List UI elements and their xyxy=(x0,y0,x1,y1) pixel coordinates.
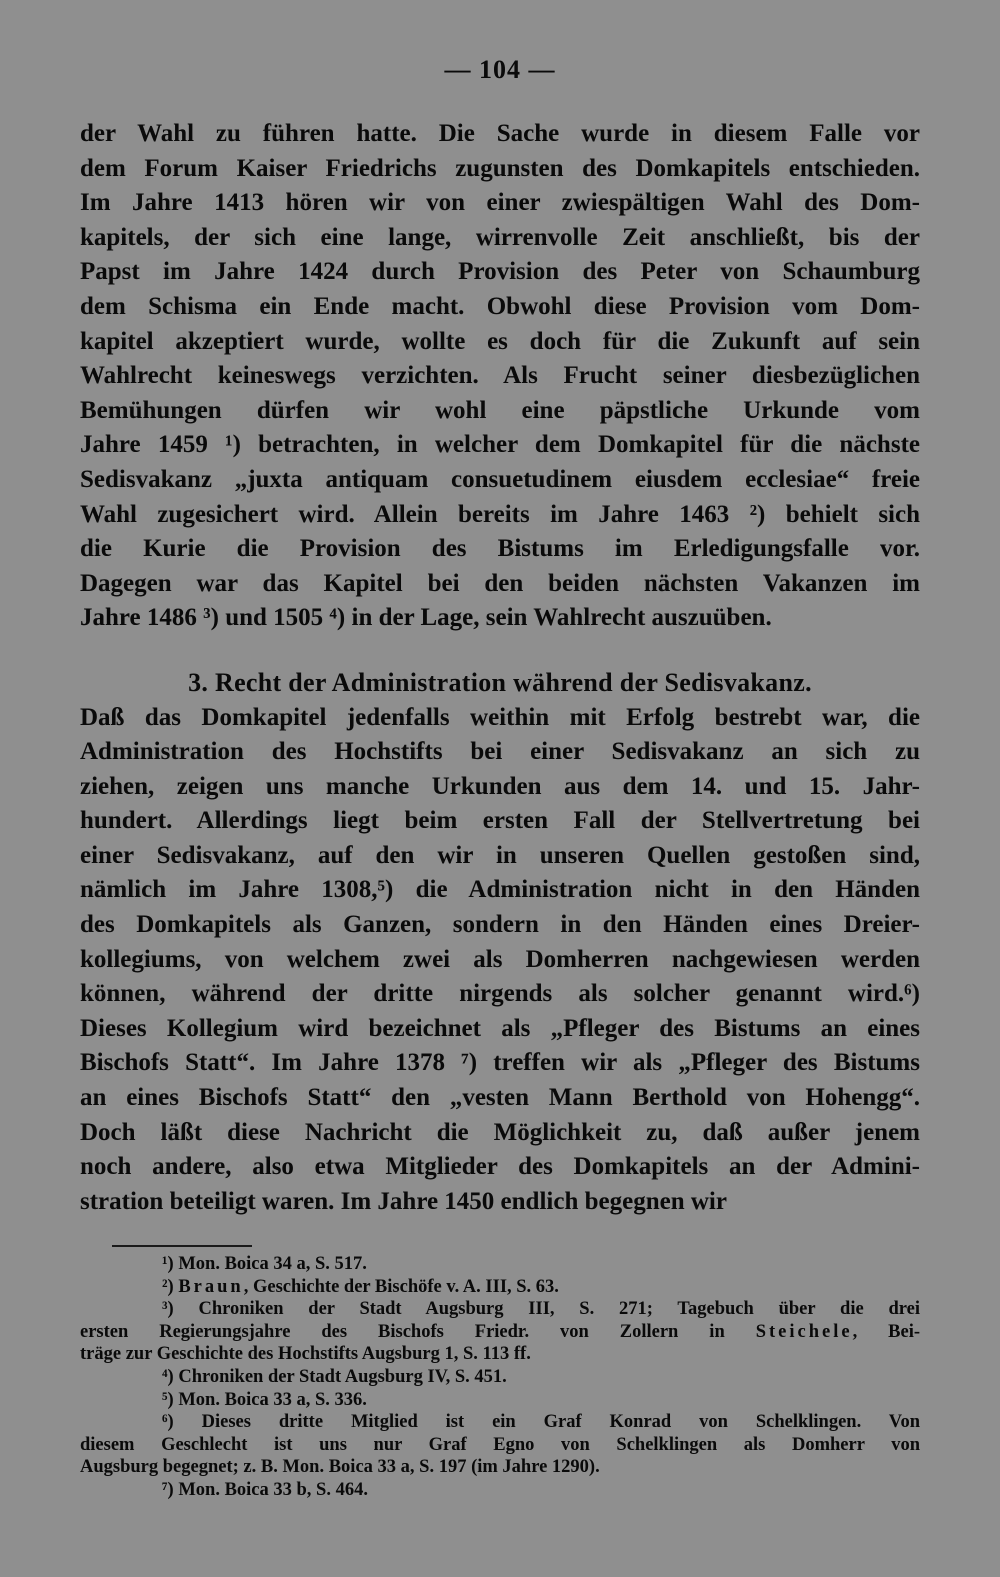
footnote-3-line-2 xyxy=(80,1321,920,1344)
text-line: können, während der dritte nirgends als solcher genannt wird.⁶) xyxy=(80,980,920,1008)
text-line: die Kurie die Provision des Bistums im Erledigungsfalle vor. xyxy=(80,535,920,563)
text-line: Papst im Jahre 1424 durch Provision des Peter von Schaumburg xyxy=(80,258,920,286)
text-line: kollegiums, von welchem zwei als Domherren nachgewiesen werden xyxy=(80,945,920,973)
footnote-3-line-1: ³) Chroniken der Stadt Augsburg III, S. 271; Tagebuch über die drei xyxy=(162,1299,920,1320)
footnote-3-line-3: träge zur Geschichte des Hochstifts Augsburg 1, S. 113 ff. xyxy=(80,1344,531,1365)
footnote-4: ⁴) Chroniken der Stadt Augsburg IV, S. 451. xyxy=(162,1366,507,1387)
footnote-6-line-1: ⁶) Dieses dritte Mitglied ist ein Graf Konrad von Schelklingen. Von xyxy=(162,1412,920,1433)
text-line: Doch läßt diese Nachricht die Möglichkeit zu, daß außer jenem xyxy=(80,1118,920,1146)
footnote-2-mark: ²) xyxy=(162,1276,179,1297)
text-line: nämlich im Jahre 1308,⁵) die Administration nicht in den Händen xyxy=(80,876,920,904)
body-text xyxy=(80,117,920,1219)
text-line: Bemühungen dürfen wir wohl eine päpstliche Urkunde vom xyxy=(80,396,920,424)
footnote-1: ¹) Mon. Boica 34 a, S. 517. xyxy=(162,1254,367,1274)
page-number: — 104 — xyxy=(444,55,556,84)
text-line: noch andere, also etwa Mitglieder des Domkapitels an der Admini- xyxy=(80,1153,920,1181)
text-line: Wahlrecht keineswegs verzichten. Als Frucht seiner diesbezüglichen xyxy=(80,362,920,390)
text-line: Dieses Kollegium wird bezeichnet als „Pfleger des Bistums an eines xyxy=(80,1014,920,1042)
text-line: Administration des Hochstifts bei einer Sedisvakanz an sich zu xyxy=(80,738,920,766)
text-line: kapitels, der sich eine lange, wirrenvolle Zeit anschließt, bis der xyxy=(80,223,920,251)
footnote-6-line-3: Augsburg begegnet; z. B. Mon. Boica 33 a, S. 197 (im Jahre 1290). xyxy=(80,1457,600,1478)
text-line: dem Forum Kaiser Friedrichs zugunsten des Domkapitels entschieden. xyxy=(80,154,920,182)
paragraph-1 xyxy=(80,117,920,636)
footnote-3-text-a: ersten Regierungsjahre des Bischofs Friedr. von Zollern in xyxy=(80,1321,756,1342)
footnote-3-text-b: , Bei- xyxy=(852,1321,920,1342)
text-line: Jahre 1459 ¹) betrachten, in welcher dem Domkapitel für die nächste xyxy=(80,431,920,459)
text-line: Dagegen war das Kapitel bei den beiden nächsten Vakanzen im xyxy=(80,569,920,597)
footnote-3-author: Steichele xyxy=(755,1321,853,1342)
footnote-2 xyxy=(80,1276,920,1299)
footnote-6-line-2: diesem Geschlecht ist uns nur Graf Egno von Schelklingen als Domherr von xyxy=(80,1434,920,1455)
text-line: hundert. Allerdings liegt beim ersten Fall der Stellvertretung bei xyxy=(80,807,920,835)
text-line: des Domkapitels als Ganzen, sondern in den Händen eines Dreier- xyxy=(80,911,920,939)
text-line: stration beteiligt waren. Im Jahre 1450 endlich begegnen wir xyxy=(80,1187,727,1215)
text-line: an eines Bischofs Statt“ den „vesten Mann Berthold von Hohengg“. xyxy=(80,1084,920,1112)
paragraph-2 xyxy=(80,701,920,1220)
text-line: einer Sedisvakanz, auf den wir in unseren Quellen gestoßen sind, xyxy=(80,841,920,869)
text-line: der Wahl zu führen hatte. Die Sache wurde in diesem Falle vor xyxy=(80,120,920,147)
footnote-divider xyxy=(112,1245,252,1247)
footnote-2-author: Braun xyxy=(178,1276,244,1297)
footnote-5: ⁵) Mon. Boica 33 a, S. 336. xyxy=(162,1389,367,1410)
book-page xyxy=(80,0,920,1577)
text-line: ziehen, zeigen uns manche Urkunden aus dem 14. und 15. Jahr- xyxy=(80,772,920,800)
section-heading: 3. Recht der Administration während der Sedisvakanz. xyxy=(188,667,812,697)
text-line: dem Schisma ein Ende macht. Obwohl diese Provision vom Dom- xyxy=(80,292,920,320)
text-line: Im Jahre 1413 hören wir von einer zwiespältigen Wahl des Dom- xyxy=(80,189,920,217)
text-line: kapitel akzeptiert wurde, wollte es doch für die Zukunft auf sein xyxy=(80,327,920,355)
footnote-7: ⁷) Mon. Boica 33 b, S. 464. xyxy=(162,1479,368,1500)
footnotes xyxy=(80,1253,920,1502)
footnote-2-text: , Geschichte der Bischöfe v. A. III, S. 63. xyxy=(243,1276,559,1297)
text-line: Sedisvakanz „juxta antiquam consuetudinem eiusdem ecclesiae“ freie xyxy=(80,465,920,493)
text-line: Wahl zugesichert wird. Allein bereits im Jahre 1463 ²) behielt sich xyxy=(80,500,920,528)
text-line: Jahre 1486 ³) und 1505 ⁴) in der Lage, sein Wahlrecht auszuüben. xyxy=(80,604,772,632)
text-line: Bischofs Statt“. Im Jahre 1378 ⁷) treffen wir als „Pfleger des Bistums xyxy=(80,1049,920,1077)
text-line: Daß das Domkapitel jedenfalls weithin mit Erfolg bestrebt war, die xyxy=(80,703,920,731)
